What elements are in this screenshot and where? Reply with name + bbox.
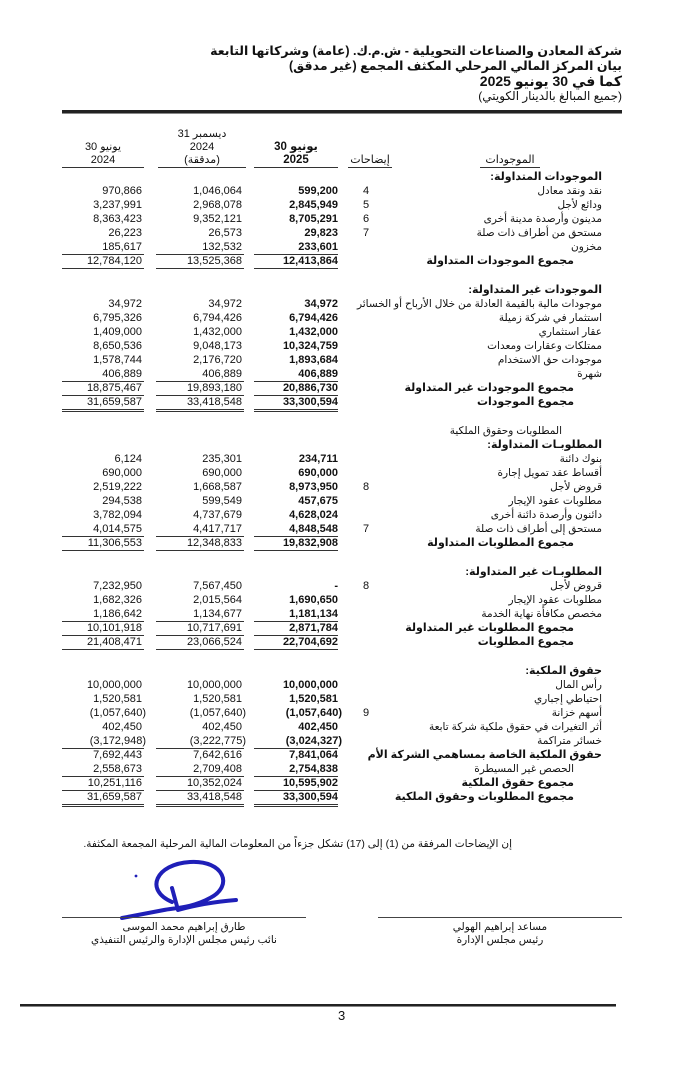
- value-jun-2024: 26,223: [108, 227, 142, 239]
- value-dec-2024: 9,048,173: [193, 340, 242, 352]
- value-jun-2025: 599,200: [298, 185, 338, 197]
- value-jun-2025: -: [334, 580, 338, 592]
- value-jun-2025: 1,432,000: [289, 326, 338, 338]
- table-row: [62, 580, 622, 593]
- row-label: أسهم خزانة: [551, 707, 602, 719]
- statement-date: كما في 30 يونيو 2025: [479, 73, 622, 89]
- table-row: [62, 721, 622, 734]
- subtotal-rule: [62, 268, 622, 270]
- value-jun-2025: 457,675: [298, 495, 338, 507]
- value-jun-2025: 4,628,024: [289, 509, 338, 521]
- table-row: [62, 735, 622, 748]
- value-dec-2024: 2,709,408: [193, 763, 242, 775]
- col-header-assets: [480, 154, 540, 168]
- row-label: حقوق الملكية الخاصة بمساهمي الشركة الأم: [367, 749, 602, 761]
- table-row: [62, 368, 622, 381]
- notes-footnote: إن الإيضاحات المرفقة من (1) إلى (17) تشكل جزءاً من المعلومات المالية المرحلية المجمعة المكثفة.: [83, 838, 512, 850]
- value-jun-2024: 1,578,744: [93, 354, 142, 366]
- value-dec-2024: 33,418,548: [186, 791, 242, 803]
- value-jun-2025: 1,520,581: [289, 693, 338, 705]
- col-notes-label: إيضاحات: [348, 154, 392, 168]
- value-jun-2025: 33,300,594: [282, 791, 338, 803]
- row-label: موجودات حق الاستخدام: [497, 354, 602, 366]
- value-jun-2025: 20,886,730: [282, 382, 338, 394]
- row-label: مستحق إلى أطراف ذات صلة: [475, 523, 602, 535]
- row-label: موجودات مالية بالقيمة العادلة من خلال الأرباح أو الخسائر: [356, 298, 602, 310]
- value-jun-2024: 7,232,950: [93, 580, 142, 592]
- value-dec-2024: (1,057,640): [189, 707, 246, 719]
- row-label: مجموع الموجودات المتداولة: [426, 255, 574, 267]
- note-ref: 9: [362, 707, 370, 719]
- value-dec-2024: 402,450: [202, 721, 242, 733]
- table-row: [62, 354, 622, 367]
- value-jun-2024: 2,519,222: [93, 481, 142, 493]
- table-row: [62, 227, 622, 240]
- value-jun-2025: (3,024,327): [285, 735, 342, 747]
- total-row: [62, 396, 622, 409]
- subtotal-rule: [62, 550, 622, 552]
- value-jun-2024: 1,682,326: [93, 594, 142, 606]
- table-row: [62, 312, 622, 325]
- table-row: [62, 453, 622, 466]
- table-row: [62, 185, 622, 198]
- value-jun-2025: 406,889: [298, 368, 338, 380]
- row-label: عقار استثماري: [538, 326, 602, 338]
- col-header-jun-2025: [254, 141, 338, 168]
- col-header-notes: [348, 154, 392, 168]
- row-label: شهرة: [577, 368, 602, 380]
- row-label: مجموع المطلوبات وحقوق الملكية: [394, 791, 574, 803]
- row-label: مجموع الموجودات غير المتداولة: [404, 382, 574, 394]
- value-dec-2024: 4,417,717: [193, 523, 242, 535]
- table-row: [62, 707, 622, 720]
- signatory-left: [62, 921, 306, 947]
- signature-line-right: [378, 917, 622, 918]
- total-row: [62, 636, 622, 649]
- value-jun-2024: 3,237,991: [93, 199, 142, 211]
- row-label: أثر التغيرات في حقوق ملكية شركة تابعة: [428, 721, 602, 733]
- value-jun-2025: 1,690,650: [289, 594, 338, 606]
- signatory-right-title: رئيس مجلس الإدارة: [456, 934, 544, 946]
- row-label: ودائع لأجل: [557, 199, 602, 211]
- subtotal-rule: [62, 649, 622, 651]
- value-jun-2024: 294,538: [102, 495, 142, 507]
- value-jun-2025: 2,871,784: [289, 622, 338, 634]
- value-jun-2025: 10,000,000: [282, 679, 338, 691]
- value-jun-2025: 33,300,594: [282, 396, 338, 408]
- col-dec-label: 31 ديسمبر: [177, 128, 227, 140]
- total-row: [62, 255, 622, 268]
- value-dec-2024: 1,520,581: [193, 693, 242, 705]
- row-label: دائنون وأرصدة دائنة أخرى: [490, 509, 602, 521]
- value-jun-2024: 8,650,536: [93, 340, 142, 352]
- value-jun-2025: 690,000: [298, 467, 338, 479]
- value-jun-2025: 19,832,908: [282, 537, 338, 549]
- col-assets-label: الموجودات: [480, 154, 540, 168]
- value-dec-2024: 235,301: [202, 453, 242, 465]
- section-equity: [62, 665, 622, 678]
- value-jun-2025: 2,845,949: [289, 199, 338, 211]
- value-jun-2025: 234,711: [298, 453, 338, 465]
- value-dec-2024: 1,134,677: [193, 608, 242, 620]
- table-row: [62, 467, 622, 480]
- row-label: مطلوبات عقود الإيجار: [508, 495, 602, 507]
- value-jun-2025: 10,595,902: [282, 777, 338, 789]
- value-jun-2025: 1,181,134: [289, 608, 338, 620]
- value-jun-2024: 10,251,116: [87, 777, 142, 789]
- row-label: مجموع المطلوبات: [477, 636, 574, 648]
- row-label: بنوك دائنة: [559, 453, 602, 465]
- value-jun-2024: (3,172,948): [89, 735, 146, 747]
- value-jun-2025: 402,450: [298, 721, 338, 733]
- value-jun-2024: 6,124: [114, 453, 142, 465]
- table-row: [62, 340, 622, 353]
- header-rule: [62, 110, 622, 114]
- value-jun-2025: 8,705,291: [289, 213, 338, 225]
- value-jun-2024: 11,306,553: [87, 537, 142, 549]
- value-jun-2024: 10,000,000: [86, 679, 142, 691]
- row-label: قروض لأجل: [550, 580, 602, 592]
- value-dec-2024: 33,418,548: [186, 396, 242, 408]
- table-row: [62, 509, 622, 522]
- value-jun-2024: 21,408,471: [86, 636, 142, 648]
- value-jun-2024: 31,659,587: [86, 396, 142, 408]
- document-header: [210, 44, 622, 104]
- page-number: 3: [338, 1008, 346, 1023]
- value-jun-2024: 1,186,642: [93, 608, 142, 620]
- value-dec-2024: 7,567,450: [193, 580, 242, 592]
- note-ref: 8: [362, 580, 370, 592]
- value-jun-2025: (1,057,640): [285, 707, 342, 719]
- col-jun25-label: 30 يونيو: [274, 141, 318, 153]
- table-row: [62, 763, 622, 776]
- value-dec-2024: 10,717,691: [186, 622, 242, 634]
- signature-line-left: [62, 917, 306, 918]
- total-row: [62, 382, 622, 395]
- value-dec-2024: 7,642,616: [193, 749, 242, 761]
- section-label: الموجودات المتداولة:: [490, 171, 602, 183]
- signatory-left-title: نائب رئيس مجلس الإدارة والرئيس التنفيذي: [91, 934, 277, 946]
- col-header-jun-2024: [62, 141, 144, 168]
- table-row: [62, 213, 622, 226]
- table-row: [62, 693, 622, 706]
- value-dec-2024: 406,889: [202, 368, 242, 380]
- total-double-rule: [62, 409, 622, 411]
- row-label: مجموع الموجودات: [476, 396, 574, 408]
- value-dec-2024: 2,015,564: [193, 594, 242, 606]
- row-label: نقد ونقد معادل: [537, 185, 602, 197]
- value-jun-2024: 8,363,423: [93, 213, 142, 225]
- section-label: المطلوبـات غير المتداولة:: [465, 566, 602, 578]
- value-jun-2024: 18,875,467: [86, 382, 142, 394]
- value-dec-2024: 6,794,426: [193, 312, 242, 324]
- value-jun-2025: 233,601: [298, 241, 338, 253]
- value-dec-2024: 4,737,679: [193, 509, 242, 521]
- value-dec-2024: 2,176,720: [193, 354, 242, 366]
- value-jun-2025: 22,704,692: [282, 636, 338, 648]
- value-jun-2024: 970,866: [102, 185, 142, 197]
- value-jun-2025: 29,823: [304, 227, 338, 239]
- value-jun-2025: 1,893,684: [289, 354, 338, 366]
- col-dec-audited: (مدققة): [158, 154, 246, 168]
- value-jun-2024: 402,450: [102, 721, 142, 733]
- table-row: [62, 679, 622, 692]
- value-dec-2024: 9,352,121: [193, 213, 242, 225]
- table-row: [62, 298, 622, 311]
- col-jun25-year: 2025: [254, 154, 338, 168]
- value-jun-2025: 10,324,759: [282, 340, 338, 352]
- value-jun-2025: 8,973,950: [289, 481, 338, 493]
- value-jun-2024: 3,782,094: [93, 509, 142, 521]
- row-label: خسائر متراكمة: [537, 735, 602, 747]
- value-jun-2024: 185,617: [102, 241, 142, 253]
- row-label: مستحق من أطراف ذات صلة: [476, 227, 602, 239]
- note-ref: 8: [362, 481, 370, 493]
- total-row: [62, 791, 622, 804]
- table-row: [62, 495, 622, 508]
- value-dec-2024: 34,972: [208, 298, 242, 310]
- statement-title: بيان المركز المالي المرحلي المكثف المجمع (غير مدقق): [289, 59, 622, 73]
- value-jun-2024: 690,000: [102, 467, 142, 479]
- value-jun-2025: 12,413,864: [282, 255, 338, 267]
- table-row: [62, 608, 622, 621]
- value-jun-2024: 34,972: [108, 298, 142, 310]
- row-label: مجموع حقوق الملكية: [461, 777, 574, 789]
- note-ref: 7: [362, 523, 370, 535]
- row-label: الحصص غير المسيطرة: [474, 763, 574, 775]
- note-ref: 4: [362, 185, 370, 197]
- value-jun-2024: (1,057,640): [89, 707, 146, 719]
- section-label: المطلوبـات المتداولة:: [487, 439, 602, 451]
- section-non-current-assets: [62, 284, 622, 297]
- value-jun-2024: 2,558,673: [93, 763, 142, 775]
- note-ref: 5: [362, 199, 370, 211]
- note-ref: 7: [362, 227, 370, 239]
- value-jun-2024: 6,795,326: [93, 312, 142, 324]
- row-label: استثمار في شركة زميلة: [498, 312, 602, 324]
- value-dec-2024: 26,573: [208, 227, 242, 239]
- value-jun-2024: 1,520,581: [93, 693, 142, 705]
- total-row: [62, 622, 622, 635]
- signatory-right-name: مساعد إبراهيم الهولي: [452, 921, 548, 933]
- row-label: مخصص مكافأة نهاية الخدمة: [481, 608, 602, 620]
- section-label: حقوق الملكية:: [525, 665, 602, 677]
- signatory-left-name: طارق إبراهيم محمد الموسى: [122, 921, 246, 933]
- value-dec-2024: 2,968,078: [193, 199, 242, 211]
- section-current-assets: [62, 171, 622, 184]
- total-row: [62, 777, 622, 790]
- total-row: [62, 537, 622, 550]
- value-dec-2024: 10,000,000: [186, 679, 242, 691]
- section-liabilities-equity: [62, 425, 622, 438]
- signatory-right: [378, 921, 622, 947]
- row-label: قروض لأجل: [550, 481, 602, 493]
- table-row: [62, 199, 622, 212]
- table-row: [62, 594, 622, 607]
- section-label: المطلوبات وحقوق الملكية: [449, 425, 562, 437]
- row-label: مخزون: [571, 241, 602, 253]
- value-dec-2024: 1,046,064: [193, 185, 242, 197]
- section-label: الموجودات غير المتداولة:: [468, 284, 602, 296]
- row-label: مدينون وأرصدة مدينة أخرى: [483, 213, 602, 225]
- row-label: أقساط عقد تمويل إجارة: [497, 467, 602, 479]
- table-row: [62, 523, 622, 536]
- value-jun-2025: 2,754,838: [289, 763, 338, 775]
- note-ref: 6: [362, 213, 370, 225]
- col-jun24-year: 2024: [62, 154, 144, 168]
- table-row: [62, 241, 622, 254]
- row-label: مطلوبات عقود الإيجار: [508, 594, 602, 606]
- row-label: مجموع المطلوبات غير المتداولة: [405, 622, 574, 634]
- value-jun-2024: 7,692,443: [93, 749, 142, 761]
- company-name: شركة المعادن والصناعات التحويلية - ش.م.ك. (عامة) وشركاتها التابعة: [210, 44, 622, 58]
- table-row: [62, 481, 622, 494]
- row-label: مجموع المطلوبات المتداولة: [427, 537, 574, 549]
- currency-note: (جميع المبالغ بالدينار الكويتي): [478, 89, 622, 103]
- value-dec-2024: 19,893,180: [186, 382, 242, 394]
- col-header-dec-2024: [158, 128, 246, 168]
- section-current-liabilities: [62, 439, 622, 452]
- value-dec-2024: 1,432,000: [193, 326, 242, 338]
- value-jun-2024: 12,784,120: [86, 255, 142, 267]
- value-dec-2024: 1,668,587: [193, 481, 242, 493]
- value-jun-2025: 6,794,426: [289, 312, 338, 324]
- value-jun-2025: 34,972: [304, 298, 338, 310]
- value-jun-2024: 31,659,587: [86, 791, 142, 803]
- value-jun-2024: 406,889: [102, 368, 142, 380]
- section-non-current-liabilities: [62, 566, 622, 579]
- value-dec-2024: 12,348,833: [186, 537, 242, 549]
- value-jun-2024: 1,409,000: [93, 326, 142, 338]
- value-dec-2024: 599,549: [202, 495, 242, 507]
- table-row: [62, 326, 622, 339]
- value-jun-2025: 4,848,548: [289, 523, 338, 535]
- col-dec-year: 2024: [189, 141, 215, 153]
- value-dec-2024: 13,525,368: [186, 255, 242, 267]
- value-jun-2025: 7,841,064: [289, 749, 338, 761]
- value-jun-2024: 10,101,918: [86, 622, 142, 634]
- value-dec-2024: 23,066,524: [186, 636, 242, 648]
- value-jun-2024: 4,014,575: [93, 523, 142, 535]
- row-label: احتياطي إجباري: [533, 693, 602, 705]
- value-dec-2024: 690,000: [202, 467, 242, 479]
- value-dec-2024: (3,222,775): [189, 735, 246, 747]
- col-jun24-label: 30 يونيو: [84, 141, 122, 153]
- value-dec-2024: 132,532: [202, 241, 242, 253]
- total-row: [62, 749, 622, 762]
- row-label: رأس المال: [555, 679, 602, 691]
- total-double-rule: [62, 804, 622, 806]
- footer-rule: [20, 1004, 616, 1007]
- value-dec-2024: 10,352,024: [186, 777, 242, 789]
- row-label: ممتلكات وعقارات ومعدات: [487, 340, 602, 352]
